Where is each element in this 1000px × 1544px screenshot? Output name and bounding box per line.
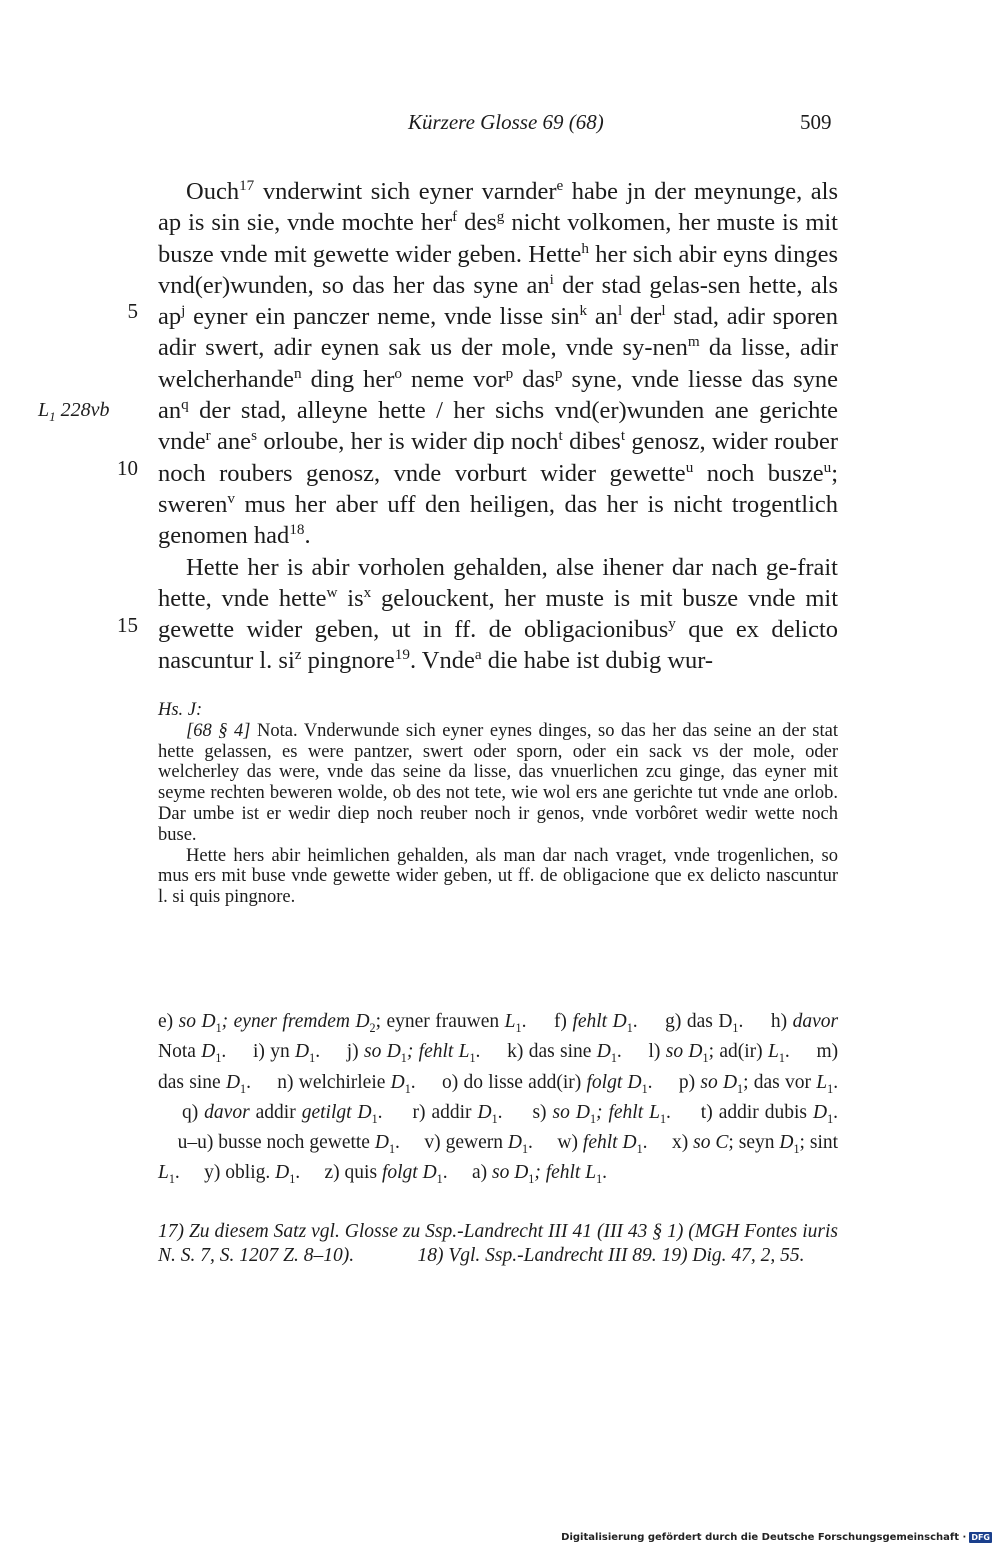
manuscript-paragraph-1: [68 § 4] Nota. Vnderwunde sich eyner eynes dinges, so das her das seine an der stat hette gelassen, es were pantzer, swert oder sporn, oder ein sack vs der mole, oder welcherley das were, vnde das seine da lisse, das vnuerlichen zcu ginge, das eyner mit seyme rechten beweren wolde, ob des not tete, wie wol ers ane gerichte tut vnde ane orlob. Dar umbe ist er wedir diep noch reuber noch ir genos, vnde vorbôret wedir wette noch buse.	[158, 720, 838, 845]
line-number-5: 5	[127, 299, 138, 323]
main-text	[158, 176, 838, 677]
footnote-19: 19) Dig. 47, 2, 55.	[661, 1245, 805, 1267]
funding-text: Digitalisierung gefördert durch die Deutsche Forschungsgemeinschaft ·	[561, 1532, 967, 1543]
main-paragraph-2: Hette her is abir vorholen gehalden, alse ihener dar nach ge-frait hette, vnde hette$^w$ $is^x$ gelouckent, her muste is mit busze vnde mit gewette wider geben, ut in ff. de obligacionibus$^y$ que ex delicto nascuntur l. $si^z$ pingnore$^{19}$. Vnde$^a$ die habe ist dubig wur-	[158, 553, 839, 675]
page-number: 509	[800, 110, 832, 134]
dfg-logo: DFG	[971, 1533, 990, 1542]
manuscript-variant	[158, 700, 838, 908]
critical-apparatus: e) so $D_1$; eyner fremdem $D_2$; eyner frauwen $L_1$. f) fehlt $D_1$. g) das $D_1$. h) davor Nota $D_1$. i) yn $D_1$. j) so $D_1$; fehlt $L_1$. k) das sine $D_1$. l) so $D_1$; ad(ir) $L_1$. m) das sine $D_1$. n) welchirleie $D_1$. o) do lisse add(ir) folgt $D_1$. p) so $D_1$; das vor $L_1$. q) davor addir getilgt $D_1$. r) addir $D_1$. s) so $D_1$; fehlt $L_1$. t) addir dubis $D_1$. u–u) busse noch gewette $D_1$. v) gewern $D_1$. w) fehlt $D_1$. x) so C; seyn $D_1$; sint $L_1$. y) oblig. $D_1$. z) quis folgt $D_1$. a) so $D_1$; fehlt $L_1$.	[158, 1011, 839, 1187]
funding-footer	[561, 1532, 992, 1543]
footnote-18: 18) Vgl. Ssp.-Landrecht III 89.	[417, 1245, 657, 1267]
margin-folio-note: $L_1$ 228vb	[38, 399, 110, 424]
manuscript-paragraph-2: Hette hers abir heimlichen gehalden, als man dar nach vraget, vnde trogenlichen, so mus ers mit buse vnde gewette wider geben, ut ff. de obligacione que ex delicto nascuntur l. si quis pingnore.	[158, 845, 838, 908]
footnote-17: 17) Zu diesem Satz vgl. Glosse zu Ssp.-Landrecht III 41 (III 43 § 1) (MGH Fontes iuris N. S. 7, S. 1207 Z. 8–10).	[158, 1221, 838, 1267]
footnotes	[158, 1220, 838, 1269]
line-number-10: 10	[117, 456, 138, 480]
manuscript-label: Hs. J:	[158, 700, 203, 720]
running-title: Kürzere Glosse 69 (68)	[408, 110, 604, 134]
line-number-15: 15	[117, 613, 138, 637]
main-paragraph-1: Ouch$^{17}$ vnderwint sich eyner varnder$^e$ habe jn der meynunge, als ap is sin sie, vnde mochte her$^f$ des$^g$ nicht volkomen, her muste is mit busze vnde mit gewette wider geben. Hette$^h$ her sich abir eyns dinges vnd(er)wunden, so das her das syne $an^i$ der stad gelas-sen hette, als $ap^j$ eyner ein panczer neme, vnde lisse $\sin^k an^l$ der$^l$ stad, adir sporen adir swert, adir eynen sak us der mole, vnde sy-nen$^m$ da lisse, adir welcherhande$^n$ ding her$^o$ neme vor$^p$ das$^p$ syne, vnde liesse das syne $an^q$ der stad, alleyne hette / her sichs vnd(er)wunden ane gerichte vnde$^r$ ane$^s$ orloube, her is wider dip noch$^t$ dibes$^t$ genosz, wider rouber noch roubers genosz, vnde vorburt wider gewette$^u$ noch busze$^u$; sweren$^v$ mus her aber uff den heiligen, das her is nicht trogentlich genomen had$^{18}$.	[158, 176, 839, 550]
